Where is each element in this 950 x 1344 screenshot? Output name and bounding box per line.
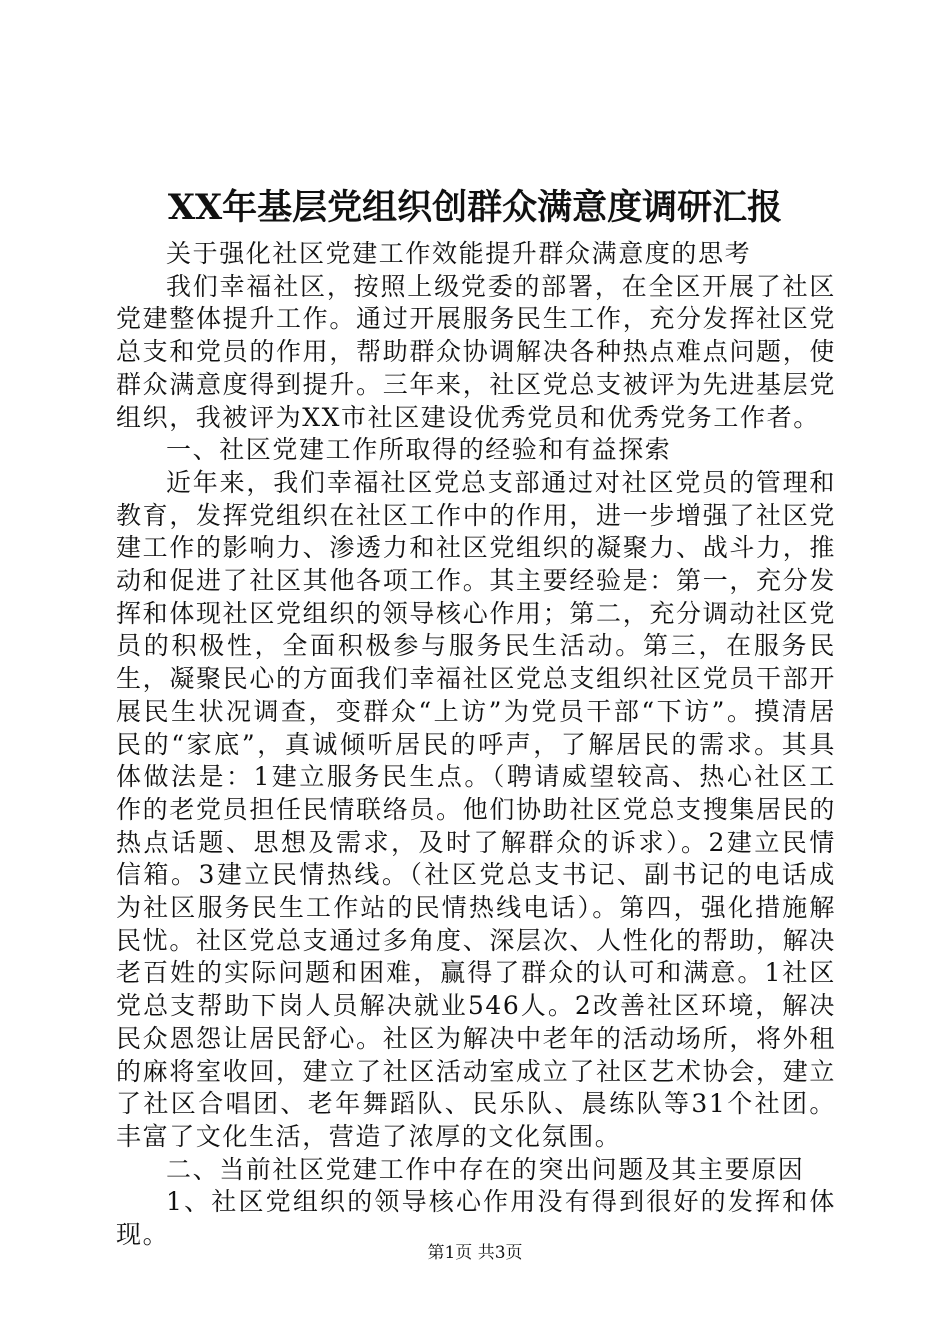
document-title: XX年基层党组织创群众满意度调研汇报 — [167, 187, 783, 228]
subtitle-paragraph: 关于强化社区党建工作效能提升群众满意度的思考 — [166, 239, 752, 268]
document-body — [116, 238, 836, 1252]
page-footer: 第1页 共3页 — [427, 1243, 523, 1263]
experience-paragraph: 近年来，我们幸福社区党总支部通过对社区党员的管理和教育，发挥党组织在社区工作中的作用，进一步增强了社区党建工作的影响力、渗透力和社区党组织的凝聚力、战斗力，推动和促进了社区其他各项工作。其主要经验是：第一，充分发挥和体现社区党组织的领导核心作用；第二，充分调动社区党员的积极性，全面积极参与服务民生活动。第三，在服务民生，凝聚民心的方面我们幸福社区党总支组织社区党员干部开展民生状况调查，变群众“上访”为党员干部“下访”。摸清居民的“家底”，真诚倾听居民的呼声，了解居民的需求。其具体做法是：1建立服务民生点。（聘请威望较高、热心社区工作的老党员担任民情联络员。他们协助社区党总支搜集居民的热点话题、思想及需求，及时了解群众的诉求）。2建立民情信箱。3建立民情热线。（社区党总支书记、副书记的电话成为社区服务民生工作站的民情热线电话）。第四，强化措施解民忧。社区党总支通过多角度、深层次、人性化的帮助，解决老百姓的实际问题和困难，赢得了群众的认可和满意。1社区党总支帮助下岗人员解决就业546人。2改善社区环境，解决民众恩怨让居民舒心。社区为解决中老年的活动场所，将外租的麻将室收回，建立了社区活动室成立了社区艺术协会，建立了社区合唱团、老年舞蹈队、民乐队、晨练队等31个社团。丰富了文化生活，营造了浓厚的文化氛围。 — [116, 467, 836, 1151]
section-heading-2: 二、当前社区党建工作中存在的突出问题及其主要原因 — [166, 1154, 805, 1184]
intro-paragraph: 我们幸福社区，按照上级党委的部署，在全区开展了社区党建整体提升工作。通过开展服务民生工作，充分发挥社区党总支和党员的作用，帮助群众协调解决各种热点难点问题，使群众满意度得到提升。三年来，社区党总支被评为先进基层党组织，我被评为XX市社区建设优秀党员和优秀党务工作者。 — [116, 271, 836, 432]
problem-item-1: 1、社区党组织的领导核心作用没有得到很好的发挥和体现。 — [116, 1187, 836, 1250]
section-heading-1: 一、社区党建工作所取得的经验和有益探索 — [166, 435, 672, 465]
